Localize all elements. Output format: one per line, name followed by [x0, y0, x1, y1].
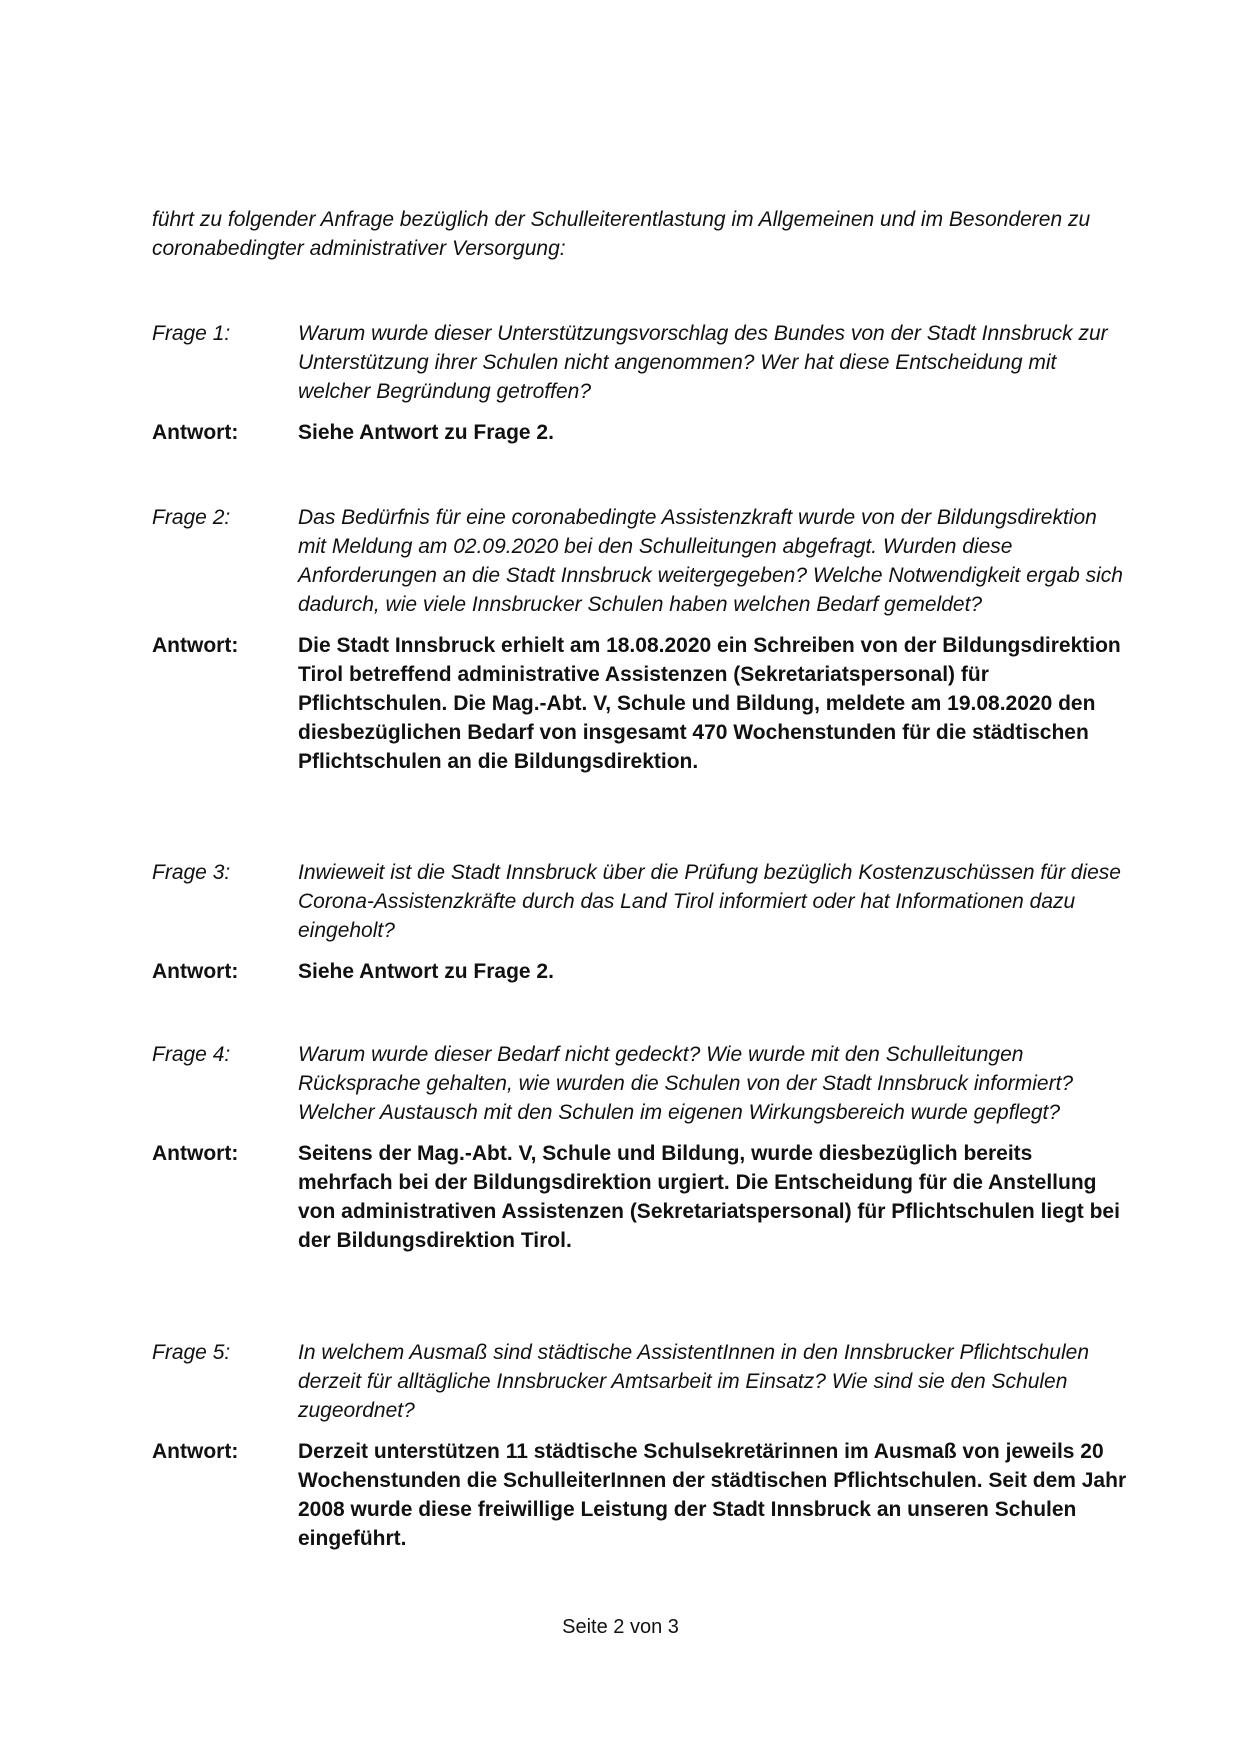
answer-row	[152, 957, 1132, 986]
answer-text: Derzeit unterstützen 11 städtische Schulsekretärinnen im Ausmaß von jeweils 20 Wochenstunden die SchulleiterInnen der städtischen Pflichtschulen. Seit dem Jahr 2008 wurde diese freiwillige Leistung der Stadt Innsbruck an unseren Schulen eingeführt.	[298, 1440, 1127, 1550]
answer-text: Seitens der Mag.-Abt. V, Schule und Bildung, wurde diesbezüglich bereits mehrfach bei der Bildungsdirektion urgiert. Die Entscheidung für die Anstellung von administrativen Assistenzen (Sekretariatspersonal) für Pflichtschulen liegt bei der Bildungsdirektion Tirol.	[298, 1142, 1120, 1252]
question-text: Warum wurde dieser Unterstützungsvorschlag des Bundes von der Stadt Innsbruck zur Unterstützung ihrer Schulen nicht angenommen? Wer hat diese Entscheidung mit welcher Begründung getroffen?	[298, 322, 1108, 403]
question-row	[152, 1338, 1132, 1425]
answer-row	[152, 631, 1132, 776]
answer-label: Antwort:	[152, 634, 239, 657]
question-label: Frage 3:	[152, 861, 231, 884]
question-label: Frage 2:	[152, 506, 231, 529]
answer-text: Siehe Antwort zu Frage 2.	[298, 960, 554, 983]
question-label: Frage 5:	[152, 1341, 231, 1364]
qa-block-2	[152, 503, 1132, 776]
intro-paragraph: führt zu folgender Anfrage bezüglich der Schulleiterentlastung im Allgemeinen und im Besonderen zu coronabedingter administrativer Versorgung:	[152, 208, 1091, 260]
qa-block-5	[152, 1338, 1132, 1553]
question-row	[152, 503, 1132, 619]
question-row	[152, 1040, 1132, 1127]
question-text: Inwieweit ist die Stadt Innsbruck über die Prüfung bezüglich Kostenzuschüssen für diese Corona-Assistenzkräfte durch das Land Tirol informiert oder hat Informationen dazu eingeholt?	[298, 861, 1121, 942]
question-text: Das Bedürfnis für eine coronabedingte Assistenzkraft wurde von der Bildungsdirektion mit Meldung am 02.09.2020 bei den Schulleitungen abgefragt. Wurden diese Anforderungen an die Stadt Innsbruck weitergegeben? Welche Notwendigkeit ergab sich dadurch, wie viele Innsbrucker Schulen haben welchen Bedarf gemeldet?	[298, 506, 1123, 616]
answer-label: Antwort:	[152, 960, 239, 983]
qa-block-4	[152, 1040, 1132, 1255]
answer-label: Antwort:	[152, 1142, 239, 1165]
answer-row	[152, 418, 1132, 447]
answer-text: Die Stadt Innsbruck erhielt am 18.08.2020 ein Schreiben von der Bildungsdirektion Tirol betreffend administrative Assistenzen (Sekretariatspersonal) für Pflichtschulen. Die Mag.-Abt. V, Schule und Bildung, meldete am 19.08.2020 den diesbezüglichen Bedarf von insgesamt 470 Wochenstunden für die städtischen Pflichtschulen an die Bildungsdirektion.	[298, 634, 1121, 773]
qa-block-3	[152, 858, 1132, 986]
question-text: Warum wurde dieser Bedarf nicht gedeckt? Wie wurde mit den Schulleitungen Rücksprache gehalten, wie wurden die Schulen von der Stadt Innsbruck informiert? Welcher Austausch mit den Schulen im eigenen Wirkungsbereich wurde gepflegt?	[298, 1043, 1074, 1124]
answer-label: Antwort:	[152, 1440, 239, 1463]
answer-row	[152, 1437, 1132, 1553]
answer-row	[152, 1139, 1132, 1255]
question-row	[152, 319, 1132, 406]
question-row	[152, 858, 1132, 945]
answer-text: Siehe Antwort zu Frage 2.	[298, 421, 554, 444]
question-label: Frage 1:	[152, 322, 231, 345]
qa-block-1	[152, 319, 1132, 447]
answer-label: Antwort:	[152, 421, 239, 444]
page-number-footer: Seite 2 von 3	[562, 1616, 679, 1638]
question-label: Frage 4:	[152, 1043, 231, 1066]
question-text: In welchem Ausmaß sind städtische AssistentInnen in den Innsbrucker Pflichtschulen derzeit für alltägliche Innsbrucker Amtsarbeit im Einsatz? Wie sind sie den Schulen zugeordnet?	[298, 1341, 1090, 1422]
